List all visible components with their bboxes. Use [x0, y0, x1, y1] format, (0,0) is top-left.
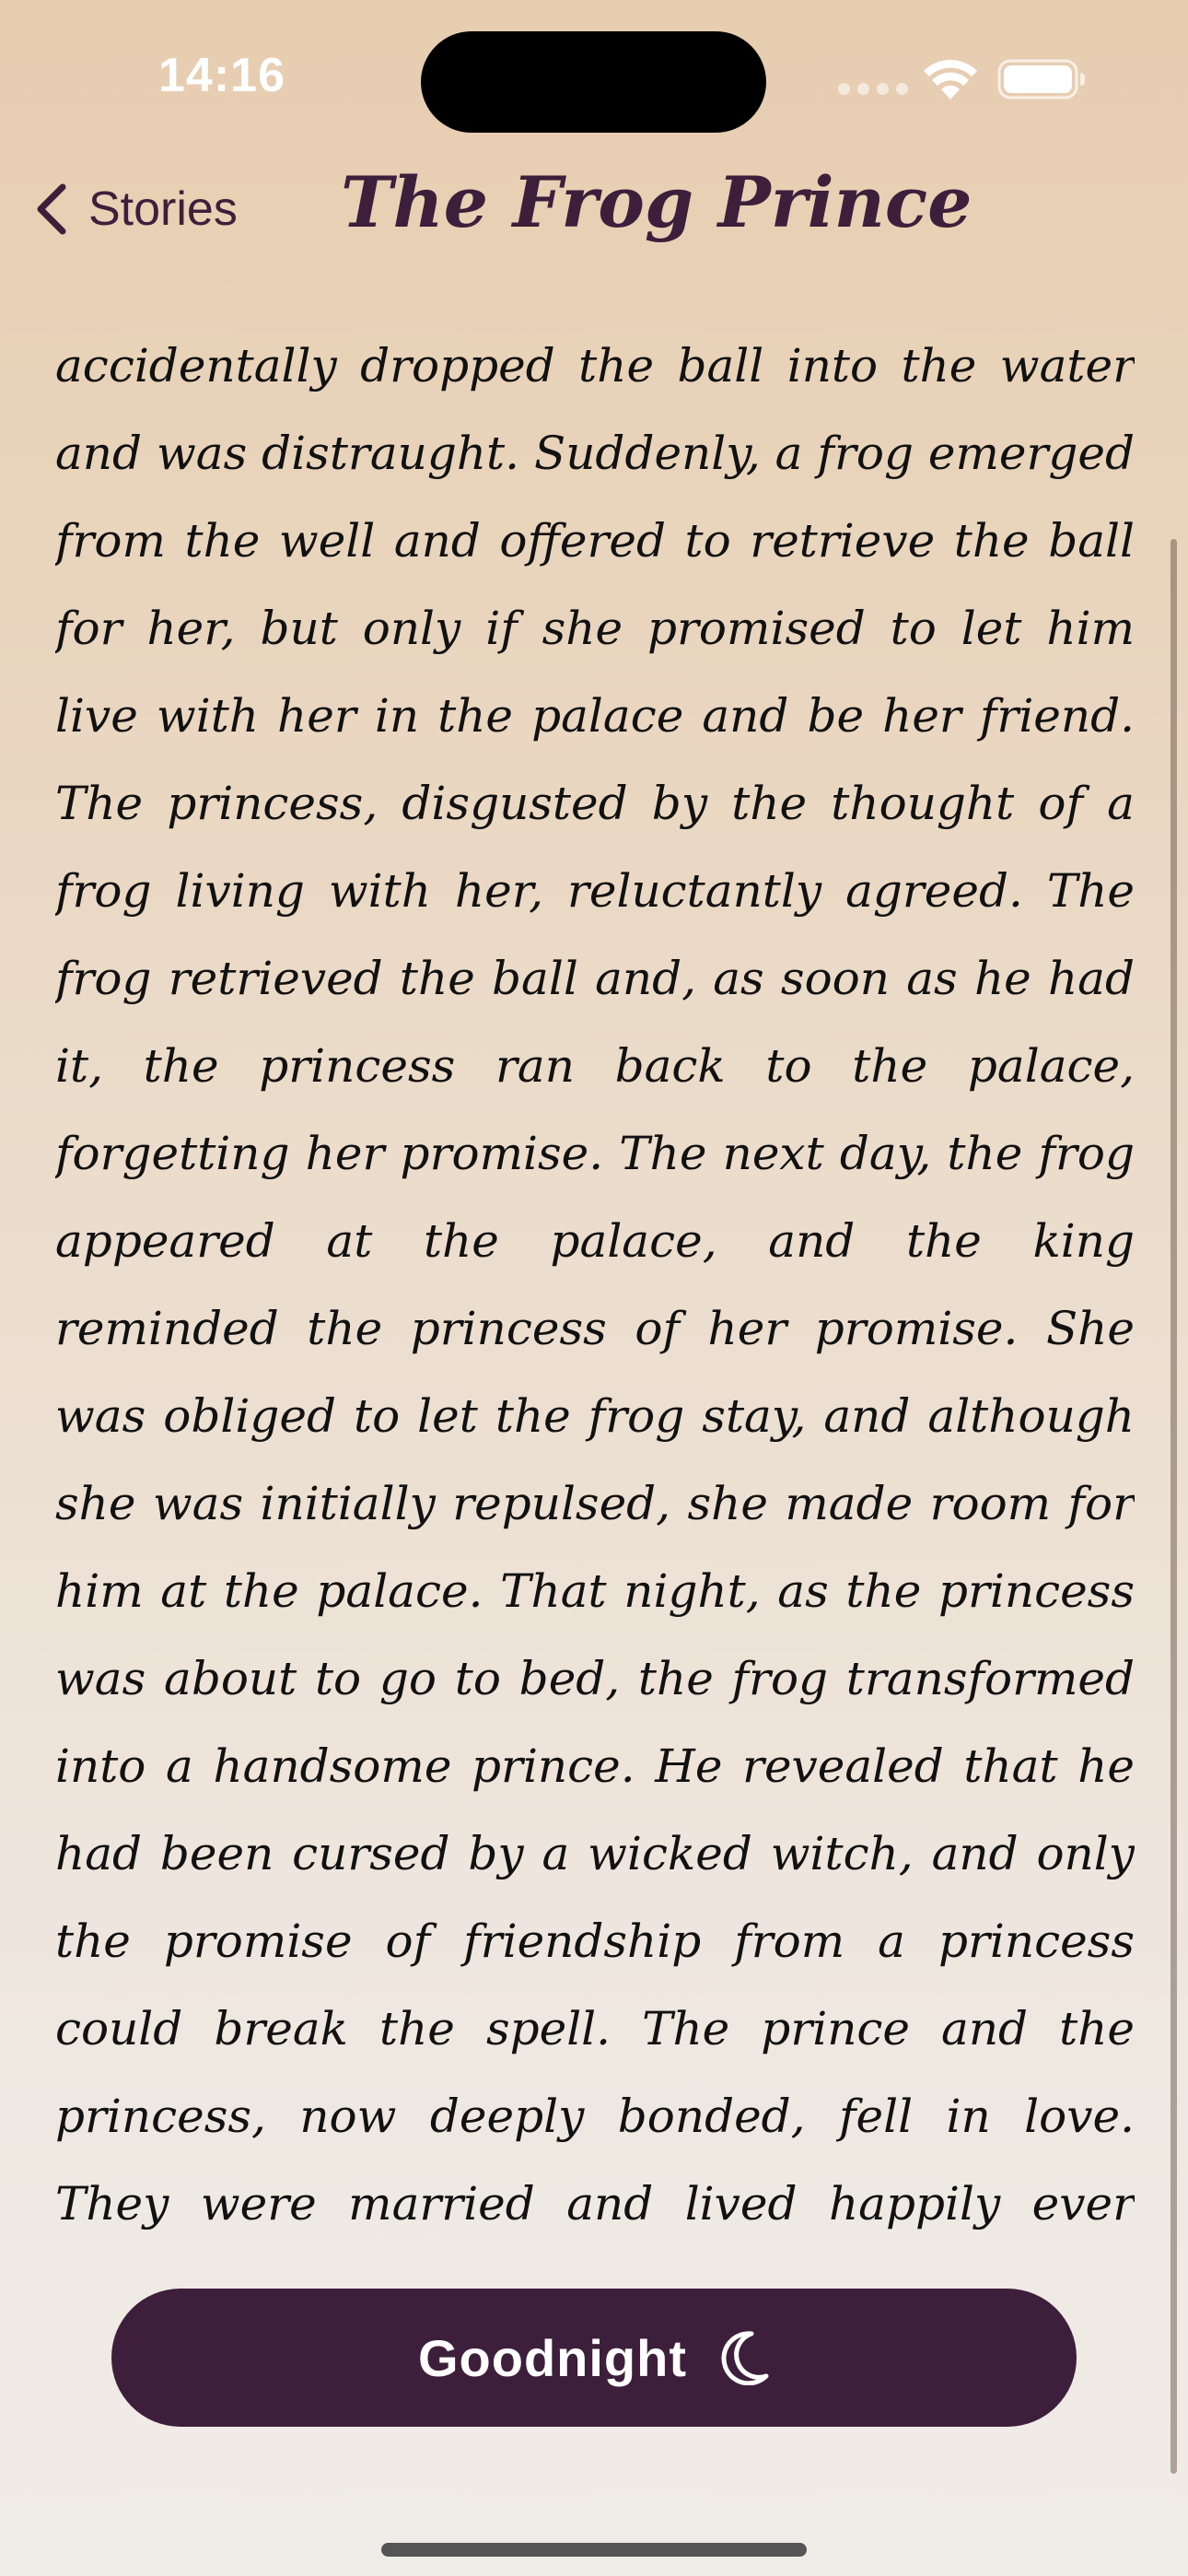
chevron-left-icon	[33, 181, 70, 237]
page-title: The Frog Prince	[341, 161, 973, 243]
scroll-indicator[interactable]	[1171, 539, 1177, 2474]
home-indicator[interactable]	[381, 2543, 807, 2557]
cellular-signal-icon	[838, 83, 908, 95]
story-text: accidentally dropped the ball into the water and was distraught. Suddenly, a frog emerged from the well and offered to retrieve the ball for her, but only if she promised to let him live with her in the palace and be her friend. The princess, disgusted by the thought of a frog living with her, reluctantly agreed. The frog retrieved the ball and, as soon as he had it, the princess ran back to the palace, forgetting her promise. The next day, the frog appeared at the palace, and the king reminded the princess of her promise. She was obliged to let the frog stay, and although she was initially repulsed, she made room for him at the palace. That night, as the princess was about to go to bed, the frog transformed into a handsome prince. He revealed that he had been cursed by a wicked witch, and only the promise of friendship from a princess could break the spell. The prince and the princess, now deeply bonded, fell in love. They were married and lived happily ever	[55, 339, 1135, 2230]
battery-icon	[997, 59, 1086, 100]
goodnight-label: Goodnight	[417, 2328, 687, 2387]
wifi-icon	[923, 59, 978, 101]
dynamic-island	[421, 31, 766, 133]
back-button[interactable]	[33, 177, 238, 241]
moon-icon	[718, 2330, 770, 2385]
back-label: Stories	[88, 182, 238, 236]
goodnight-button[interactable]	[111, 2289, 1077, 2427]
status-time: 14:16	[158, 49, 285, 102]
